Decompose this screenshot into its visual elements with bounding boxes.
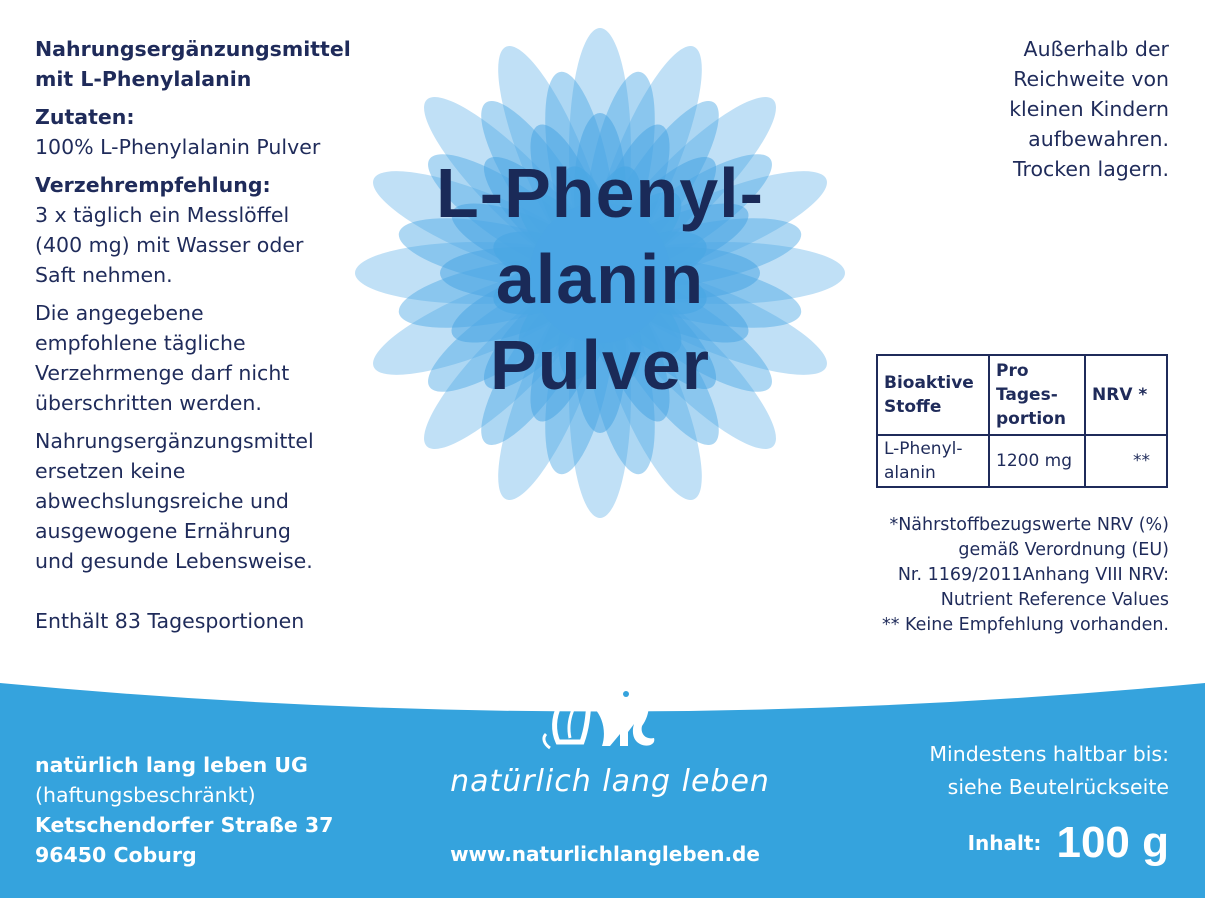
warning-line: empfohlene tägliche <box>35 331 246 355</box>
notice-line: ausgewogene Ernährung <box>35 519 291 543</box>
dosage-heading: Verzehrempfehlung: <box>35 173 271 197</box>
dosage-line: Saft nehmen. <box>35 263 173 287</box>
cell-text: L-Phenyl- <box>884 439 963 459</box>
header-text: Pro <box>996 361 1029 381</box>
best-before-line: Mindestens haltbar bis: <box>929 742 1169 766</box>
cell-text: alanin <box>884 463 936 483</box>
net-content <box>968 818 1169 868</box>
warning-line: Die angegebene <box>35 301 204 325</box>
best-before-line: siehe Beutelrückseite <box>947 775 1169 799</box>
ingredients-heading: Zutaten: <box>35 105 135 129</box>
brand-name: natürlich lang leben <box>450 764 770 799</box>
website-link[interactable]: www.naturlichlangleben.de <box>450 842 760 866</box>
header-text: portion <box>996 409 1066 429</box>
storage-instructions <box>929 34 1169 184</box>
best-before <box>929 738 1169 804</box>
storage-line: Außerhalb der <box>1023 37 1169 61</box>
header-text: Bioaktive <box>884 373 974 393</box>
warning-line: überschritten werden. <box>35 391 262 415</box>
content-label: Inhalt: <box>967 831 1042 855</box>
storage-line: Reichweite von <box>1013 67 1169 91</box>
product-title <box>380 150 820 408</box>
table-header-cell <box>877 355 989 435</box>
storage-line: kleinen Kindern <box>1009 97 1169 121</box>
portions-text: Enthält 83 Tagesportionen <box>35 609 305 633</box>
table-header-row <box>877 355 1167 435</box>
table-row <box>877 435 1167 487</box>
dosage-line: 3 x täglich ein Messlöffel <box>35 203 290 227</box>
product-type-line1: Nahrungsergänzungsmittel <box>35 37 351 61</box>
warning-line: Verzehrmenge darf nicht <box>35 361 290 385</box>
company-name: natürlich lang leben UG <box>35 753 308 777</box>
storage-line: Trocken lagern. <box>1012 157 1169 181</box>
dosage-line: (400 mg) mit Wasser oder <box>35 233 304 257</box>
footnote <box>809 513 1169 638</box>
company-address <box>35 750 333 870</box>
header-text: NRV * <box>1092 385 1148 405</box>
nutrient-table <box>876 354 1168 488</box>
ingredients-text: 100% L-Phenylalanin Pulver <box>35 135 321 159</box>
notice-line: abwechslungsreiche und <box>35 489 289 513</box>
company-city: 96450 Coburg <box>35 843 197 867</box>
header-text: Tages- <box>996 385 1058 405</box>
table-cell-nrv: ** <box>1085 435 1167 487</box>
title-line: alanin <box>495 240 705 318</box>
company-legal-form: (haftungsbeschränkt) <box>35 783 256 807</box>
notice-line: Nahrungsergänzungsmittel <box>35 429 314 453</box>
footnote-line: Nr. 1169/2011Anhang VIII NRV: <box>897 565 1169 585</box>
notice-line: und gesunde Lebensweise. <box>35 549 313 573</box>
footnote-line: *Nährstoffbezugswerte NRV (%) <box>889 515 1169 535</box>
footnote-line: gemäß Verordnung (EU) <box>958 540 1169 560</box>
footnote-line: ** Keine Empfehlung vorhanden. <box>881 615 1169 635</box>
title-line: Pulver <box>490 326 710 404</box>
company-street: Ketschendorfer Straße 37 <box>35 813 334 837</box>
table-cell-name <box>877 435 989 487</box>
elephant-logo-icon <box>530 660 670 760</box>
header-text: Stoffe <box>884 397 942 417</box>
table-header-cell <box>1085 355 1167 435</box>
footnote-line: Nutrient Reference Values <box>940 590 1169 610</box>
content-value: 100 g <box>1056 818 1169 867</box>
notice-line: ersetzen keine <box>35 459 186 483</box>
title-line: L-Phenyl- <box>436 154 764 232</box>
table-header-cell <box>989 355 1085 435</box>
product-info-column <box>35 34 375 636</box>
table-cell-amount: 1200 mg <box>989 435 1085 487</box>
storage-line: aufbewahren. <box>1028 127 1169 151</box>
product-type-line2: mit L-Phenylalanin <box>35 67 252 91</box>
